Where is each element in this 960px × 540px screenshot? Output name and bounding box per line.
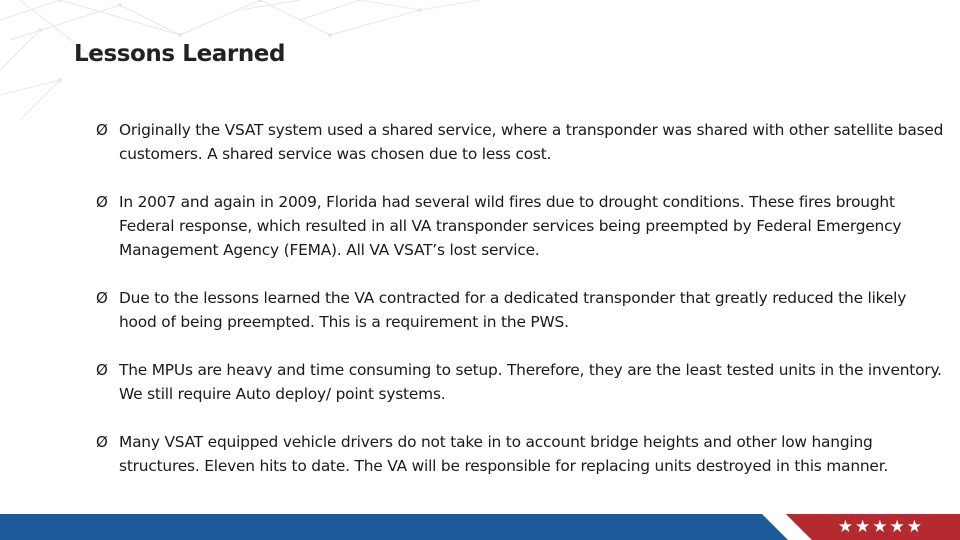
footer-stars: ★★★★★ bbox=[837, 517, 924, 537]
bullet-item bbox=[96, 286, 946, 334]
bullet-text: Originally the VSAT system used a shared service, where a transponder was shared with other satellite based customers. A shared service was chosen due to less cost. bbox=[119, 121, 944, 163]
bullet-item bbox=[96, 430, 946, 478]
bullet-item bbox=[96, 190, 946, 262]
arrow-bullet-icon: Ø bbox=[96, 121, 108, 139]
bullet-text: The MPUs are heavy and time consuming to setup. Therefore, they are the least tested units in the inventory. We still require Auto deploy/ point systems. bbox=[119, 361, 942, 403]
bullet-item bbox=[96, 358, 946, 406]
bullet-text: Many VSAT equipped vehicle drivers do not take in to account bridge heights and other low hanging structures. Eleven hits to date. The VA will be responsible for replacing units destroyed in this manner. bbox=[119, 433, 889, 475]
bullet-item bbox=[96, 118, 946, 166]
arrow-bullet-icon: Ø bbox=[96, 193, 108, 211]
bullet-text: Due to the lessons learned the VA contracted for a dedicated transponder that greatly reduced the likely hood of being preempted. This is a requirement in the PWS. bbox=[119, 289, 907, 331]
arrow-bullet-icon: Ø bbox=[96, 361, 108, 379]
slide-title: Lessons Learned bbox=[74, 41, 286, 67]
arrow-bullet-icon: Ø bbox=[96, 289, 108, 307]
arrow-bullet-icon: Ø bbox=[96, 433, 108, 451]
bullet-text: In 2007 and again in 2009, Florida had several wild fires due to drought conditions. These fires brought Federal response, which resulted in all VA transponder services being preempted by Federal Emergency Management Agency (FEMA). All VA VSAT’s lost service. bbox=[119, 193, 902, 259]
footer-stripe bbox=[0, 514, 960, 540]
bullet-list bbox=[96, 118, 946, 502]
